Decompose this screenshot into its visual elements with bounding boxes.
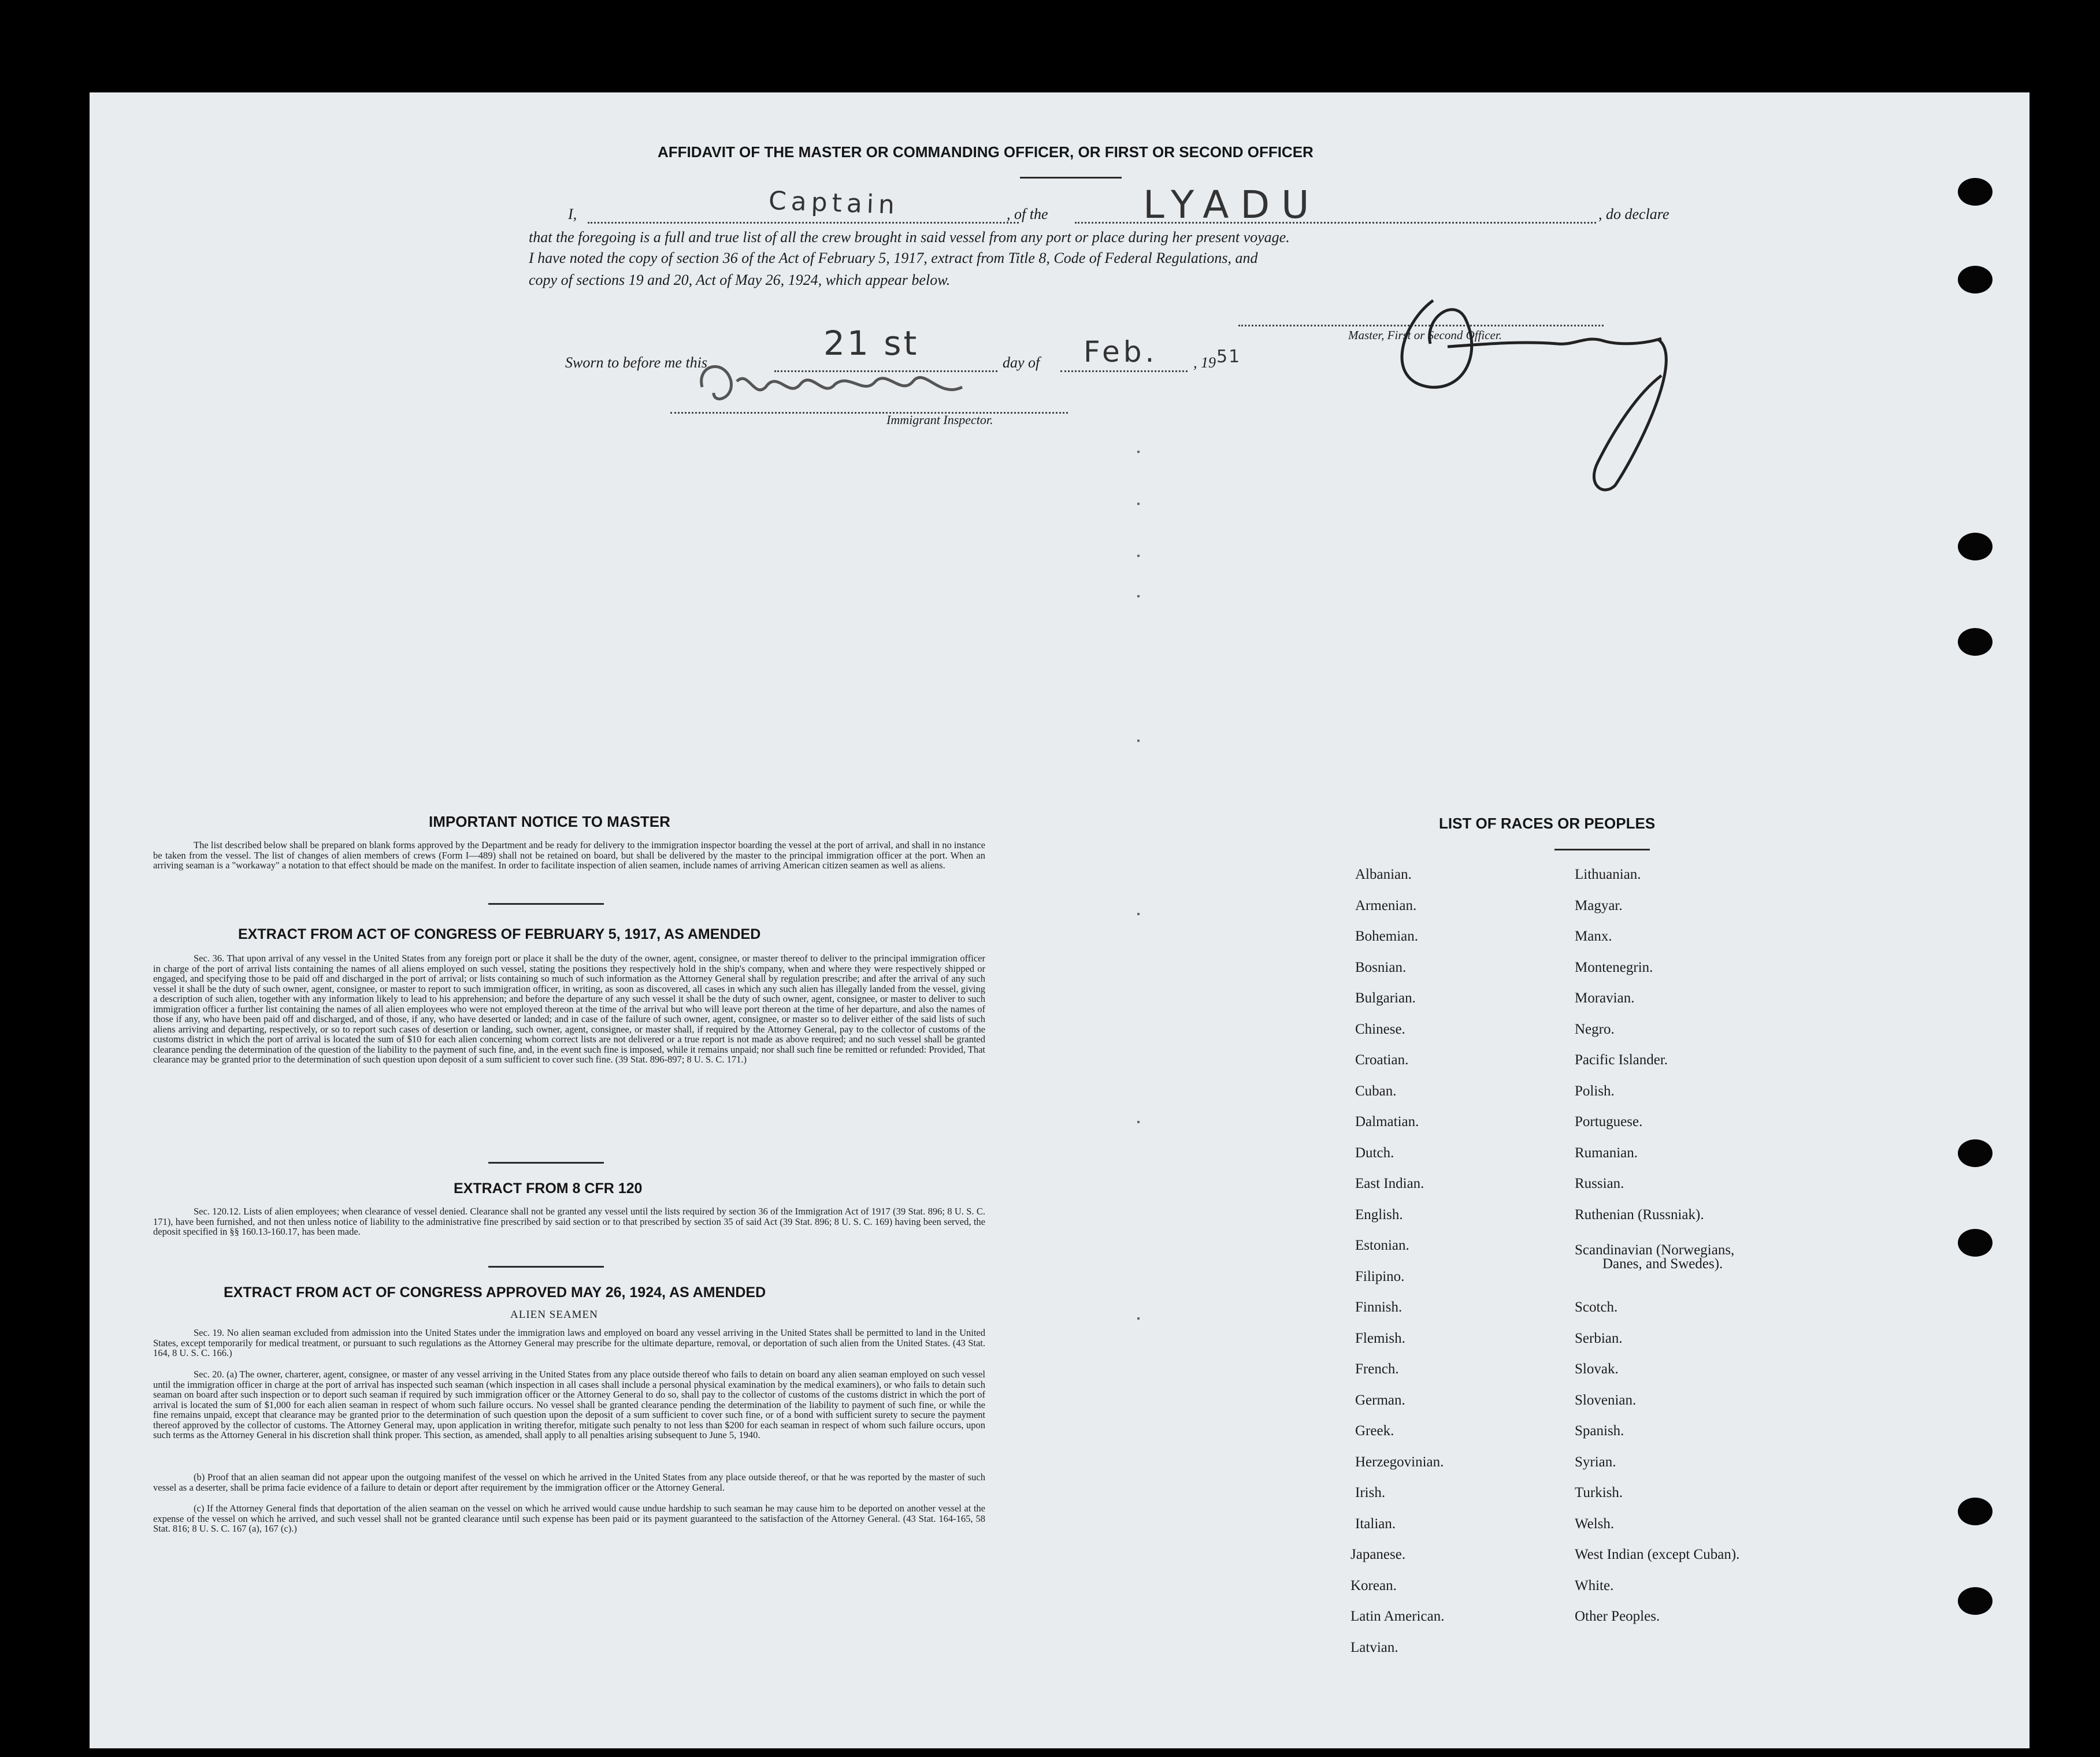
race-item: Cuban. — [1355, 1083, 1397, 1099]
race-item: Bosnian. — [1355, 959, 1407, 975]
race-item: Welsh. — [1575, 1515, 1615, 1532]
sworn-day-handwriting: 21 st — [823, 324, 919, 363]
affidavit-i-label: I, — [568, 206, 577, 222]
race-item: Albanian. — [1355, 867, 1412, 882]
sworn-year-handwriting: 51 — [1216, 347, 1241, 367]
punch-hole — [1958, 178, 1993, 206]
punch-hole — [1958, 533, 1993, 560]
alien-seamen-subtitle: ALIEN SEAMEN — [510, 1309, 598, 1321]
inspector-label: Immigrant Inspector. — [886, 413, 993, 427]
race-item: Other Peoples. — [1575, 1609, 1660, 1624]
race-item: Polish. — [1575, 1083, 1615, 1099]
race-item: Bohemian. — [1355, 928, 1419, 944]
affidavit-declare-label: , do declare — [1598, 206, 1669, 222]
race-item: English. — [1355, 1206, 1403, 1223]
race-item: Ruthenian (Russniak). — [1575, 1206, 1704, 1223]
race-item: Rumanian. — [1575, 1145, 1638, 1161]
sworn-month-handwriting: Feb. — [1084, 335, 1158, 369]
race-item: Scandinavian (Norwegians, — [1575, 1242, 1735, 1258]
race-item: Negro. — [1575, 1021, 1615, 1037]
affidavit-line-3: I have noted the copy of section 36 of the Act of February 5, 1917, extract from Title 8, Code of Federal Regulations, and — [529, 250, 1258, 266]
name-field-line — [588, 222, 1019, 224]
race-item: Korean. — [1350, 1577, 1397, 1593]
scan-speck — [1137, 595, 1140, 597]
race-item: Greek. — [1355, 1423, 1394, 1439]
race-item: Latvian. — [1350, 1639, 1398, 1655]
section-divider — [488, 1162, 604, 1164]
race-item: Syrian. — [1575, 1454, 1616, 1470]
extract-1924-sec19: Sec. 19. No alien seaman excluded from admission into the United States under the immigration laws and employed on board any vessel arriving in the United States shall be permitted to land in the United States, except temporarily for medical treatment, or pursuant to such regulations as the Attorney General may prescribe for the ultimate departure, removal, or deportation of such alien from the United States. (43 Stat. 164, 8 U. S. C. 166.) — [153, 1327, 985, 1358]
affidavit-line-1 — [568, 206, 1701, 229]
race-item: White. — [1575, 1577, 1614, 1593]
races-title: LIST OF RACES OR PEOPLES — [1439, 815, 1656, 832]
race-item: Danes, and Swedes). — [1602, 1256, 1723, 1272]
race-item: Japanese. — [1350, 1547, 1406, 1562]
race-item: Slovenian. — [1575, 1392, 1637, 1408]
scan-speck — [1137, 503, 1140, 505]
race-item: Herzegovinian. — [1355, 1454, 1444, 1470]
vessel-name-handwriting: LYADU — [1143, 183, 1321, 227]
scan-speck — [1137, 1317, 1140, 1320]
notice-body: The list described below shall be prepared on blank forms approved by the Department and be ready for delivery to the immigration inspector boarding the vessel at the port of arrival, and shall in no instance be taken from the vessel. The list of changes of alien members of crews (Form I—489) shall not be retained on board, but shall be delivered by the master to the principal immigration officer at the port. When an arriving seaman is a "workaway" a notation to that effect should be made on the manifest. In order to facilitate inspection of alien seamen, include names of arriving American citizen seamen as well as aliens. — [153, 840, 985, 871]
punch-hole — [1958, 1498, 1993, 1525]
race-item: West Indian (except Cuban). — [1575, 1547, 1740, 1562]
scan-speck — [1137, 913, 1140, 915]
race-item: Moravian. — [1575, 990, 1635, 1006]
sworn-month-line — [1060, 370, 1188, 372]
race-item: Portuguese. — [1575, 1114, 1643, 1130]
race-item: Flemish. — [1355, 1330, 1405, 1346]
extract-1917-body: Sec. 36. That upon arrival of any vessel in the United States from any foreign port or place it shall be the duty of the owner, agent, consignee, or master thereof to deliver to the principal immigration officer in charge of the port of arrival lists containing the names of all aliens employed on such vessel, stating the positions they respectively hold in the ship's company, when and where they were respectively shipped or engaged, and specifying those to be paid off and discharged in the port of arrival; or lists containing so much of such information as the Attorney General shall by regulation prescribe; and after the arrival of any such vessel it shall be the duty of such owner, agent, consignee, or master to report to such immigration officer, in writing, as soon as discovered, all cases in which any such alien has illegally landed from the vessel, giving a description of such alien, together with any information likely to lead to his apprehension; and before the departure of any such vessel it shall be the duty of such owner, agent, consignee, or master to deliver to such immigration officer a further list containing the names of all alien employees who were not employed thereon at the time of the arrival but who will leave port thereon at the time of her departure, and also the names of those if any, who have been paid off and discharged, and of those, if any, who have deserted or landed; and in case of the failure of such owner, agent, consignee, or master so to deliver either of the said lists of such aliens arriving and departing, respectively, or so to report such cases of desertion or landing, such owner, agent, consignee, or master shall, if required by the Attorney General, pay to the collector of customs of the customs district in which the port of arrival is located the sum of $10 for each alien concerning whom correct lists are not delivered or a true report is not made as above required; and no such vessel shall be granted clearance pending the determination of the question of the liability to the payment of such fine, and, in the event such fine is imposed, while it remains unpaid; nor shall such fine be remitted or refunded: Provided, That clearance may be granted prior to the determination of such question upon deposit of a sum sufficient to cover such fine. (39 Stat. 896-897; 8 U. S. C. 171.) — [153, 953, 985, 1065]
day-of-label: day of — [1003, 354, 1040, 371]
race-item: Dalmatian. — [1355, 1114, 1419, 1130]
document-sheet — [90, 92, 2029, 1748]
sworn-label: Sworn to before me this — [565, 354, 708, 371]
extract-1924-sec20c: (c) If the Attorney General finds that deportation of the alien seaman on the vessel on which he arrived would cause undue hardship to such seaman he may cause him to be deported on another vessel at the expense of the vessel on which he arrived, and such vessel shall not be granted clearance until such expense has been paid or its payment guaranteed to the satisfaction of the Attorney General. (43 Stat. 164-165, 58 Stat. 816; 8 U. S. C. 167 (a), 167 (c).) — [153, 1503, 985, 1534]
punch-hole — [1958, 628, 1993, 656]
inspector-signature-line — [670, 412, 1068, 414]
race-item: East Indian. — [1355, 1176, 1424, 1191]
affidavit-line-2: that the foregoing is a full and true list of all the crew brought in said vessel from any port or place during her present voyage. — [529, 229, 1290, 246]
scan-speck — [1137, 451, 1140, 453]
race-item: Turkish. — [1575, 1485, 1623, 1500]
race-item: Russian. — [1575, 1176, 1624, 1191]
punch-hole — [1958, 266, 1993, 294]
race-item: Finnish. — [1355, 1299, 1403, 1315]
race-item: Magyar. — [1575, 897, 1623, 913]
race-item: Manx. — [1575, 928, 1612, 944]
captain-handwriting: Captain — [768, 186, 900, 220]
affidavit-mid-label: , of the — [1007, 206, 1048, 222]
year-prefix: , 19 — [1193, 354, 1216, 371]
extract-cfr-body: Sec. 120.12. Lists of alien employees; when clearance of vessel denied. Clearance shall not be granted any vessel until the lists required by section 36 of the Immigration Act of 1917 (39 Stat. 896; 8 U. S. C. 171), have been furnished, and not then unless notice of liability to the administrative fine prescribed by said section or to that prescribed by section 35 of said Act (39 Stat. 896; 8 U. S. C. 169) having been served, the deposit specified in §§ 160.13-160.17, has been made. — [153, 1206, 985, 1237]
section-divider — [488, 903, 604, 905]
inspector-signature — [691, 352, 979, 422]
race-item: Latin American. — [1350, 1609, 1445, 1624]
punch-hole — [1958, 1587, 1993, 1615]
race-item: Scotch. — [1575, 1299, 1618, 1315]
master-label: Master, First or Second Officer. — [1348, 328, 1502, 342]
punch-hole — [1958, 1229, 1993, 1257]
extract-1924-sec20b: (b) Proof that an alien seaman did not appear upon the outgoing manifest of the vessel on which he arrived in the United States from any place outside thereof, or that he was reported by the master of such vessel as a deserter, shall be prima facie evidence of a failure to detain or deport after requirement by the immigration officer or the Attorney General. — [153, 1472, 985, 1493]
race-item: Pacific Islander. — [1575, 1052, 1668, 1068]
notice-title: IMPORTANT NOTICE TO MASTER — [429, 813, 670, 830]
race-item: Dutch. — [1355, 1145, 1394, 1161]
scan-speck — [1137, 740, 1140, 742]
race-item: Spanish. — [1575, 1423, 1624, 1439]
race-item: Italian. — [1355, 1515, 1396, 1532]
race-item: Slovak. — [1575, 1361, 1619, 1377]
race-item: Lithuanian. — [1575, 867, 1641, 882]
scan-speck — [1137, 555, 1140, 557]
title-divider — [1020, 177, 1122, 179]
race-item: Filipino. — [1355, 1268, 1405, 1284]
affidavit-title: AFFIDAVIT OF THE MASTER OR COMMANDING OFFICER, OR FIRST OR SECOND OFFICER — [658, 143, 1314, 161]
race-item: Croatian. — [1355, 1052, 1409, 1068]
extract-cfr-title: EXTRACT FROM 8 CFR 120 — [454, 1180, 643, 1197]
race-item: Bulgarian. — [1355, 990, 1416, 1006]
race-item: French. — [1355, 1361, 1399, 1377]
race-item: Serbian. — [1575, 1330, 1623, 1346]
races-title-divider — [1554, 849, 1650, 850]
race-item: Chinese. — [1355, 1021, 1405, 1037]
race-item: German. — [1355, 1392, 1405, 1408]
race-item: Irish. — [1355, 1485, 1386, 1500]
section-divider — [488, 1266, 604, 1268]
race-item: Armenian. — [1355, 897, 1417, 913]
race-item: Estonian. — [1355, 1238, 1409, 1253]
scan-speck — [1137, 1121, 1140, 1123]
punch-hole — [1958, 1139, 1993, 1167]
extract-1917-title: EXTRACT FROM ACT OF CONGRESS OF FEBRUARY 5, 1917, AS AMENDED — [238, 926, 761, 942]
race-item: Montenegrin. — [1575, 959, 1653, 975]
extract-1924-title: EXTRACT FROM ACT OF CONGRESS APPROVED MAY 26, 1924, AS AMENDED — [224, 1284, 766, 1301]
extract-1924-sec20: Sec. 20. (a) The owner, charterer, agent, consignee, or master of any vessel arriving in the United States from any place outside thereof who fails to detain on board any alien seaman employed on such vessel until the immigration officer in charge at the port of arrival has inspected such seaman (which inspection in all cases shall include a personal physical examination by the medical examiners), or who fails to detain such seaman on board after such inspection or to deport such seaman if required by such immigration officer or the Attorney General to do so, shall pay to the collector of customs of the customs district in which the port of arrival is located the sum of $1,000 for each alien seaman in respect of whom such failure occurs. No vessel shall be granted clearance pending the determination of the liability to payment of such fine, or while the fine remains unpaid, except that clearance may be granted prior to the determination of such question upon the deposit of a sum sufficient to cover such fine, or of a bond with sufficient surety to secure the payment thereof approved by the collector of customs. The Attorney General may, upon application in writing therefor, mitigate such penalty to not less than $200 for each seaman in respect of whom such failure occurs, upon such terms as the Attorney General in his discretion shall think proper. This section, as amended, shall apply to all penalties arising subsequent to June 5, 1940. — [153, 1369, 985, 1440]
affidavit-line-4: copy of sections 19 and 20, Act of May 26, 1924, which appear below. — [529, 272, 951, 288]
